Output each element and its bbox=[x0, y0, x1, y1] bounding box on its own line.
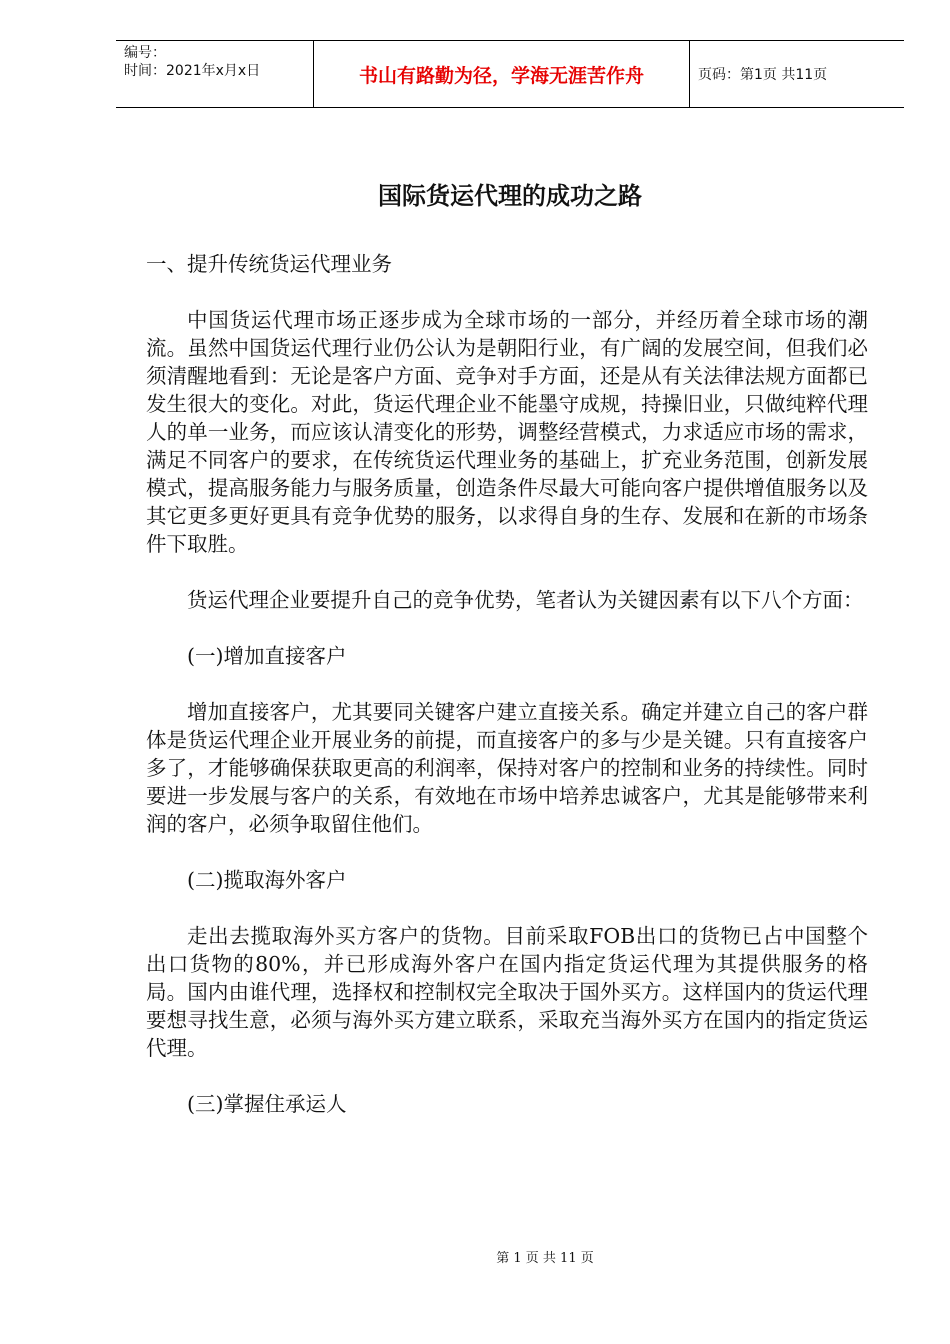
subsection-heading: (一)增加直接客户 bbox=[187, 644, 347, 668]
header-page-info: 页码：第1页 共11页 bbox=[698, 67, 828, 83]
paragraph: 中国货运代理市场正逐步成为全球市场的一部分，并经历着全球市场的潮流。虽然中国货运代理行业仍公认为是朝阳行业，有广阔的发展空间，但我们必须清醒地看到：无论是客户方面、竞争对手方面，还是从有关法律法规方面都已发生很大的变化。对此，货运代理企业不能墨守成规，持操旧业，只做纯粹代理人的单一业务，而应该认清变化的形势，调整经营模式，力求适应市场的需求，满足不同客户的要求，在传统货运代理业务的基础上，扩充业务范围，创新发展模式，提高服务能力与服务质量，创造条件尽最大可能向客户提供增值服务以及其它更多更好更具有竞争优势的服务，以求得自身的生存、发展和在新的市场条件下取胜。 bbox=[146, 308, 868, 556]
page-footer: 第 1 页 共 11 页 bbox=[496, 1251, 594, 1266]
subsection-heading: (二)揽取海外客户 bbox=[187, 868, 347, 892]
document-number-label: 编号： bbox=[124, 45, 166, 61]
document-title: 国际货运代理的成功之路 bbox=[378, 182, 642, 210]
subsection-heading: (三)掌握住承运人 bbox=[187, 1092, 347, 1116]
paragraph: 货运代理企业要提升自己的竞争优势，笔者认为关键因素有以下八个方面： bbox=[187, 588, 864, 612]
paragraph: 增加直接客户，尤其要同关键客户建立直接关系。确定并建立自己的客户群体是货运代理企业开展业务的前提，而直接客户的多与少是关键。只有直接客户多了，才能够确保获取更高的利润率，保持对客户的控制和业务的持续性。同时要进一步发展与客户的关系，有效地在市场中培养忠诚客户，尤其是能够带来利润的客户，必须争取留住他们。 bbox=[146, 700, 868, 836]
section-heading: 一、提升传统货运代理业务 bbox=[146, 252, 392, 276]
document-time-label: 时间：2021年x月x日 bbox=[124, 63, 261, 79]
document-body bbox=[146, 250, 868, 1146]
paragraph: 走出去揽取海外买方客户的货物。目前采取FOB出口的货物已占中国整个出口货物的80%，并已形成海外客户在国内指定货运代理为其提供服务的格局。国内由谁代理，选择权和控制权完全取决于国外买方。这样国内的货运代理要想寻找生意，必须与海外买方建立联系，采取充当海外买方在国内的指定货运代理。 bbox=[146, 924, 868, 1060]
header-motto: 书山有路勤为径，学海无涯苦作舟 bbox=[314, 41, 690, 107]
header-meta-cell bbox=[116, 41, 314, 107]
document-header bbox=[116, 40, 904, 108]
